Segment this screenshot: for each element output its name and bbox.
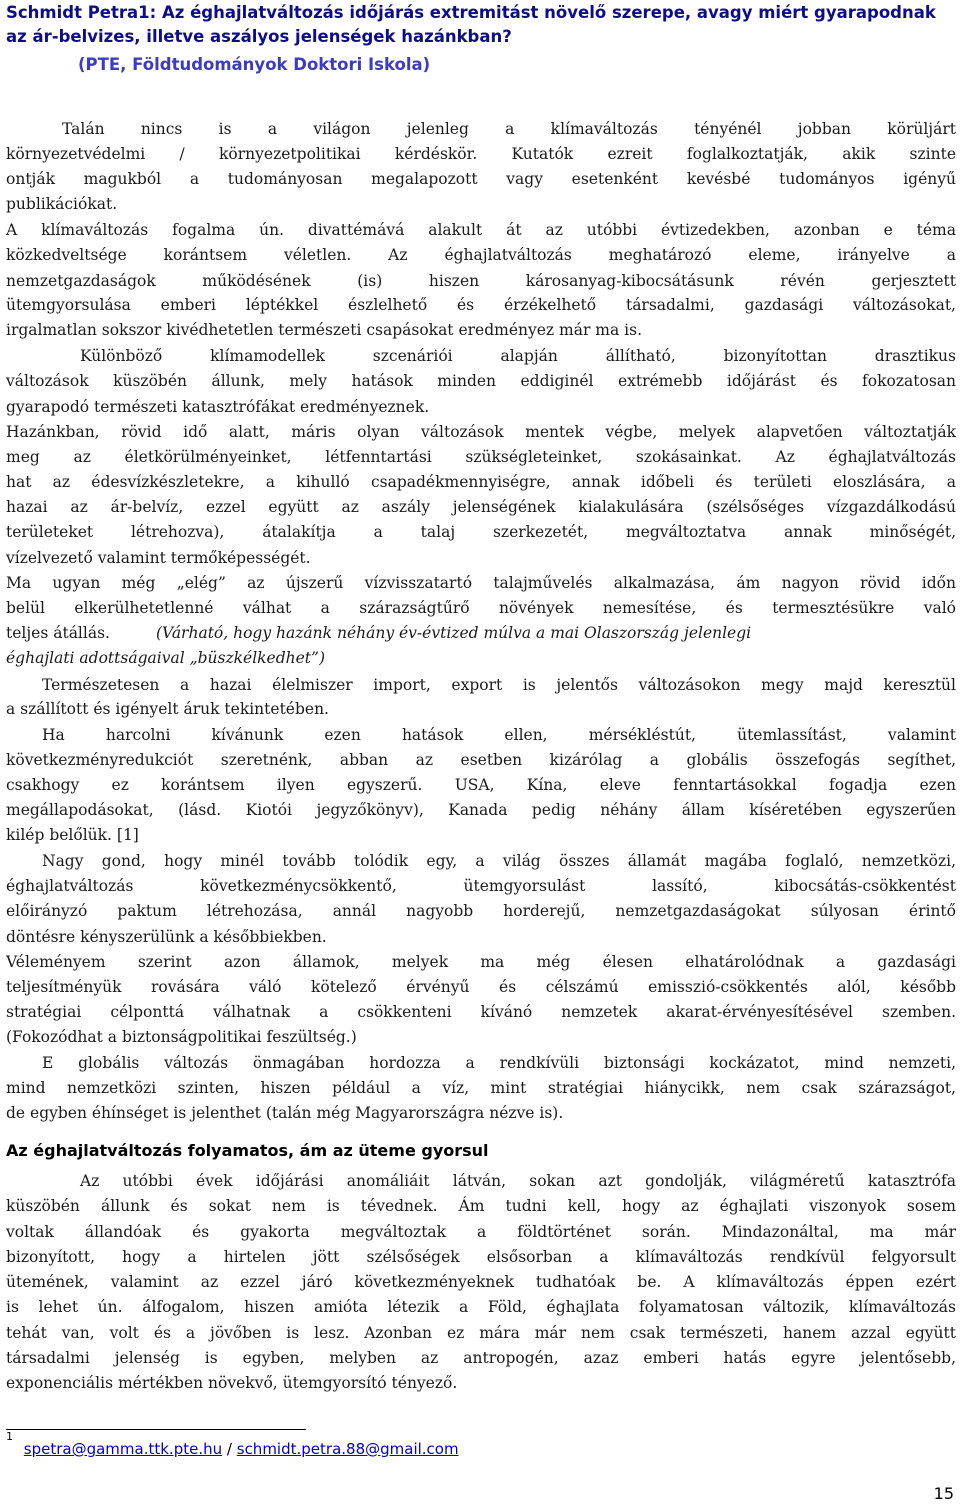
body-line: belül elkerülhetetlenné válhat a szárazságtűrő növények nemesítése, és termesztésükre való (6, 599, 956, 617)
section-line: Az utóbbi évek időjárási anomáliáit látván, sokan azt gondolják, világméretű katasztrófa (80, 1172, 956, 1190)
footnote-separator: / (226, 1440, 232, 1458)
italic-remark: (Várható, hogy hazánk néhány év-évtized múlva a mai Olaszország jelenlegi (156, 624, 752, 642)
section-line: bizonyított, hogy a hirtelen jött szélsőségek elsősorban a klímaváltozás rendkívül felgyorsult (6, 1248, 956, 1266)
body-line: ontják magukból a tudományosan megalapozott vagy esetenként kevésbé tudományos igényű (6, 170, 956, 188)
section-line: ütemének, valamint az ezzel járó következményeknek tudhatóak be. A klímaváltozás éppen ezért (6, 1273, 956, 1291)
body-line: E globális változás önmagában hordozza a rendkívüli biztonsági kockázatot, mind nemzeti, (42, 1054, 956, 1072)
body-line: nemzetgazdaságok működésének (is) hiszen károsanyag-kibocsátásunk révén gerjesztett (6, 272, 956, 290)
title-line-1: Schmidt Petra1: Az éghajlatváltozás időjárás extremitást növelő szerepe, avagy miért gyarapodnak (6, 3, 936, 22)
email-link-pte[interactable]: spetra@gamma.ttk.pte.hu (23, 1440, 223, 1458)
body-line: előirányzó paktum létrehozása, annál nagyobb horderejű, nemzetgazdaságokat súlyosan érintő (6, 902, 956, 920)
footnote-marker: 1 (6, 1430, 13, 1443)
body-line: környezetvédelmi / környezetpolitikai kérdéskör. Kutatók ezreit foglalkoztatják, akik szinte (6, 145, 956, 163)
body-line: közkedveltsége korántsem véletlen. Az éghajlatváltozás meghatározó eleme, irányelve a (6, 246, 956, 264)
body-line: kilép belőlük. [1] (6, 826, 139, 844)
body-line: stratégiai célponttá válhatnak a csökkenteni kívánó nemzetek akarat-érvényesítésével szemben. (6, 1003, 956, 1021)
body-line: mind nemzetközi szinten, hiszen például a víz, mint stratégiai hiánycikk, nem csak szárazságot, (6, 1079, 956, 1097)
body-text: teljes átállás. (6, 624, 110, 642)
body-line: hat az édesvízkészletekre, a kihulló csapadékmennyiségre, annak időbeli és területi eloszlására, a (6, 473, 956, 491)
title-line-2: az ár-belvizes, illetve aszályos jelenségek hazánkban? (6, 27, 512, 46)
section-line: társadalmi jelenség is egyben, melyben az antropogén, azaz emberi hatás egyre jelentősebb, (6, 1349, 956, 1367)
body-line: (Fokozódhat a biztonságpolitikai feszültség.) (6, 1028, 357, 1046)
section-line: is lehet ún. álfogalom, hiszen amióta létezik a Föld, éghajlata folyamatosan változik, klímaváltozás (6, 1298, 956, 1316)
body-line: Talán nincs is a világon jelenleg a klímaváltozás tényénél jobban körüljárt (62, 120, 956, 138)
italic-remark-line: éghajlati adottságaival „büszkélkedhet”) (6, 649, 326, 667)
body-line: Véleményem szerint azon államok, melyek ma még élesen elhatárolódnak a gazdasági (6, 953, 956, 971)
body-line: publikációkat. (6, 195, 118, 213)
body-line: változások küszöbén állunk, mely hatások minden eddiginél extrémebb időjárást és fokozatosan (6, 372, 956, 390)
body-line: területeket létrehozva), átalakítja a talaj szerkezetét, megváltoztatva annak minőségét, (6, 523, 956, 541)
footnote (6, 1430, 459, 1458)
email-link-gmail[interactable]: schmidt.petra.88@gmail.com (236, 1440, 459, 1458)
body-line: megállapodásokat, (lásd. Kiotói jegyzőkönyv), Kanada pedig néhány állam kíséretében egyszerűen (6, 801, 956, 819)
subtitle: (PTE, Földtudományok Doktori Iskola) (78, 55, 431, 74)
body-line: Természetesen a hazai élelmiszer import, export is jelentős változásokon megy majd keresztül (42, 676, 956, 694)
body-line: döntésre kényszerülünk a későbbiekben. (6, 928, 327, 946)
body-line: Különböző klímamodellek szcenáriói alapján állítható, bizonyítottan drasztikus (80, 347, 956, 365)
body-line: gyarapodó természeti katasztrófákat eredményeznek. (6, 398, 430, 416)
body-line: hazai az ár-belvíz, ezzel együtt az aszály jelenségének kialakulására (szélsőséges vízgazdálkodású (6, 498, 956, 516)
footnote-divider (6, 1429, 306, 1430)
body-line: Hazánkban, rövid idő alatt, máris olyan változások mentek végbe, melyek alapvetően változtatják (6, 423, 956, 441)
body-line: a szállított és igényelt áruk tekintetében. (6, 700, 329, 718)
section-heading: Az éghajlatváltozás folyamatos, ám az üteme gyorsul (6, 1141, 489, 1160)
section-line: küszöbén állunk és sokat nem is tévednek. Ám tudni kell, hogy az éghajlati viszonyok sosem (6, 1197, 956, 1215)
body-line: Ha harcolni kívánunk ezen hatások ellen, mérsékléstút, ütemlassítást, valamint (42, 726, 956, 744)
page-number: 15 (933, 1484, 954, 1503)
body-line: A klímaváltozás fogalma ún. divattémává alakult át az utóbbi évtizedekben, azonban e téma (6, 221, 956, 239)
body-line: következményredukciót szeretnénk, abban az esetben kizárólag a globális összefogás segíthet, (6, 751, 956, 769)
body-line: vízelvezető valamint termőképességét. (6, 549, 311, 567)
section-line: voltak állandóak és gyakorta megváltoztak a földtörténet során. Mindazonáltal, ma már (6, 1223, 956, 1241)
body-line: éghajlatváltozás következménycsökkentő, ütemgyorsulást lassító, kibocsátás-csökkentést (6, 877, 956, 895)
body-line: csakhogy ez korántsem ilyen egyszerű. USA, Kína, eleve fenntartásokkal fogadja ezen (6, 776, 956, 794)
body-line: de egyben éhínséget is jelenthet (talán még Magyarországra nézve is). (6, 1104, 564, 1122)
body-line: meg az életkörülményeinket, létfenntartási szükségleteinket, szokásainkat. Az éghajlatváltozás (6, 448, 956, 466)
body-line: ütemgyorsulása emberi léptékkel észlelhető és érzékelhető társadalmi, gazdasági változásokat, (6, 296, 956, 314)
section-line: tehát van, volt és a jövőben is lesz. Azonban ez mára már nem csak természeti, hanem azzal együtt (6, 1324, 956, 1342)
body-line: irgalmatlan sokszor kivédhetetlen természeti csapásokat eredményez már ma is. (6, 321, 642, 339)
body-line: teljesítményük rovására váló kötelező érvényű és célszámú emisszió-csökkentés alól, később (6, 978, 956, 996)
body-line: Ma ugyan még „elég” az újszerű vízvisszatartó talajművelés alkalmazása, ám nagyon rövid időn (6, 574, 956, 592)
section-line: exponenciális mértékben növekvő, ütemgyorsító tényező. (6, 1374, 458, 1392)
body-line (6, 622, 956, 644)
body-line: Nagy gond, hogy minél tovább tolódik egy, a világ összes államát magába foglaló, nemzetközi, (42, 852, 956, 870)
